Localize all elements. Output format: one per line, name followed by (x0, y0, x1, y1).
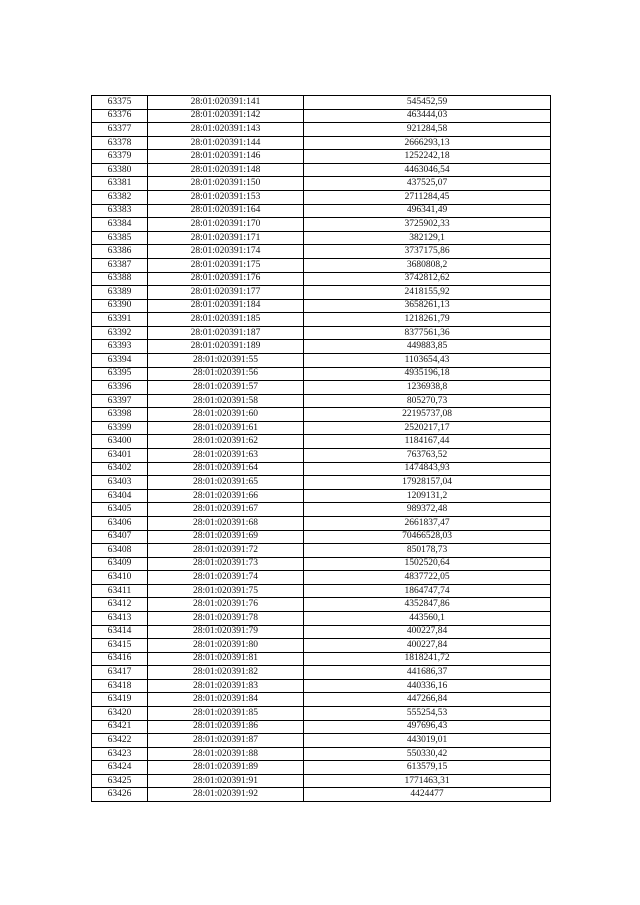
table-row (92, 584, 551, 598)
value-cell: 17928157,04 (304, 476, 551, 490)
cadastral-number-cell: 28:01:020391:64 (148, 462, 304, 476)
row-number-cell: 63423 (92, 747, 148, 761)
table-row (92, 286, 551, 300)
row-number-cell: 63404 (92, 489, 148, 503)
value-cell: 1864747,74 (304, 584, 551, 598)
row-number-cell: 63405 (92, 503, 148, 517)
table-row (92, 666, 551, 680)
table-body (92, 96, 551, 802)
cadastral-number-cell: 28:01:020391:74 (148, 571, 304, 585)
value-cell: 989372,48 (304, 503, 551, 517)
table-row (92, 476, 551, 490)
row-number-cell: 63385 (92, 231, 148, 245)
row-number-cell: 63425 (92, 774, 148, 788)
row-number-cell: 63398 (92, 408, 148, 422)
row-number-cell: 63377 (92, 123, 148, 137)
table-row (92, 774, 551, 788)
table-row (92, 598, 551, 612)
row-number-cell: 63406 (92, 516, 148, 530)
table-row (92, 367, 551, 381)
value-cell: 1818241,72 (304, 652, 551, 666)
cadastral-number-cell: 28:01:020391:83 (148, 679, 304, 693)
value-cell: 3742812,62 (304, 272, 551, 286)
row-number-cell: 63415 (92, 639, 148, 653)
table-row (92, 394, 551, 408)
table-row (92, 544, 551, 558)
value-cell: 3680808,2 (304, 258, 551, 272)
cadastral-number-cell: 28:01:020391:82 (148, 666, 304, 680)
table-row (92, 258, 551, 272)
row-number-cell: 63390 (92, 299, 148, 313)
row-number-cell: 63380 (92, 163, 148, 177)
cadastral-number-cell: 28:01:020391:58 (148, 394, 304, 408)
value-cell: 4935196,18 (304, 367, 551, 381)
table-row (92, 747, 551, 761)
cadastral-number-cell: 28:01:020391:153 (148, 191, 304, 205)
value-cell: 1209131,2 (304, 489, 551, 503)
value-cell: 3737175,86 (304, 245, 551, 259)
value-cell: 1236938,8 (304, 381, 551, 395)
row-number-cell: 63409 (92, 557, 148, 571)
table-row (92, 707, 551, 721)
value-cell: 555254,53 (304, 707, 551, 721)
cadastral-number-cell: 28:01:020391:187 (148, 326, 304, 340)
table-row (92, 177, 551, 191)
row-number-cell: 63401 (92, 449, 148, 463)
cadastral-number-cell: 28:01:020391:91 (148, 774, 304, 788)
table-row (92, 679, 551, 693)
cadastral-number-cell: 28:01:020391:68 (148, 516, 304, 530)
table-row (92, 693, 551, 707)
row-number-cell: 63376 (92, 109, 148, 123)
cadastral-value-table (91, 95, 551, 802)
table-row (92, 218, 551, 232)
row-number-cell: 63403 (92, 476, 148, 490)
row-number-cell: 63395 (92, 367, 148, 381)
row-number-cell: 63413 (92, 611, 148, 625)
value-cell: 4352847,86 (304, 598, 551, 612)
row-number-cell: 63375 (92, 96, 148, 110)
row-number-cell: 63399 (92, 421, 148, 435)
value-cell: 440336,16 (304, 679, 551, 693)
value-cell: 70466528,03 (304, 530, 551, 544)
cadastral-number-cell: 28:01:020391:84 (148, 693, 304, 707)
value-cell: 22195737,08 (304, 408, 551, 422)
cadastral-number-cell: 28:01:020391:189 (148, 340, 304, 354)
table-row (92, 231, 551, 245)
value-cell: 850178,73 (304, 544, 551, 558)
cadastral-number-cell: 28:01:020391:60 (148, 408, 304, 422)
table-row (92, 788, 551, 802)
cadastral-number-cell: 28:01:020391:63 (148, 449, 304, 463)
table-row (92, 734, 551, 748)
cadastral-number-cell: 28:01:020391:150 (148, 177, 304, 191)
row-number-cell: 63383 (92, 204, 148, 218)
value-cell: 763763,52 (304, 449, 551, 463)
cadastral-number-cell: 28:01:020391:143 (148, 123, 304, 137)
table-row (92, 557, 551, 571)
row-number-cell: 63400 (92, 435, 148, 449)
cadastral-number-cell: 28:01:020391:85 (148, 707, 304, 721)
value-cell: 449883,85 (304, 340, 551, 354)
cadastral-number-cell: 28:01:020391:171 (148, 231, 304, 245)
row-number-cell: 63396 (92, 381, 148, 395)
row-number-cell: 63381 (92, 177, 148, 191)
value-cell: 1184167,44 (304, 435, 551, 449)
value-cell: 3725902,33 (304, 218, 551, 232)
cadastral-number-cell: 28:01:020391:66 (148, 489, 304, 503)
value-cell: 463444,03 (304, 109, 551, 123)
table-row (92, 299, 551, 313)
table-row (92, 408, 551, 422)
cadastral-number-cell: 28:01:020391:67 (148, 503, 304, 517)
value-cell: 437525,07 (304, 177, 551, 191)
table-row (92, 191, 551, 205)
table-row (92, 571, 551, 585)
row-number-cell: 63394 (92, 353, 148, 367)
cadastral-number-cell: 28:01:020391:146 (148, 150, 304, 164)
cadastral-number-cell: 28:01:020391:55 (148, 353, 304, 367)
cadastral-number-cell: 28:01:020391:73 (148, 557, 304, 571)
value-cell: 496341,49 (304, 204, 551, 218)
table-row (92, 313, 551, 327)
row-number-cell: 63412 (92, 598, 148, 612)
value-cell: 441686,37 (304, 666, 551, 680)
row-number-cell: 63384 (92, 218, 148, 232)
cadastral-number-cell: 28:01:020391:174 (148, 245, 304, 259)
value-cell: 1218261,79 (304, 313, 551, 327)
row-number-cell: 63411 (92, 584, 148, 598)
row-number-cell: 63416 (92, 652, 148, 666)
row-number-cell: 63417 (92, 666, 148, 680)
value-cell: 805270,73 (304, 394, 551, 408)
table-row (92, 421, 551, 435)
value-cell: 4837722,05 (304, 571, 551, 585)
table-row (92, 326, 551, 340)
table-row (92, 150, 551, 164)
table-row (92, 245, 551, 259)
row-number-cell: 63392 (92, 326, 148, 340)
cadastral-number-cell: 28:01:020391:80 (148, 639, 304, 653)
cadastral-number-cell: 28:01:020391:142 (148, 109, 304, 123)
cadastral-number-cell: 28:01:020391:176 (148, 272, 304, 286)
table-row (92, 462, 551, 476)
value-cell: 2666293,13 (304, 136, 551, 150)
value-cell: 2520217,17 (304, 421, 551, 435)
cadastral-number-cell: 28:01:020391:144 (148, 136, 304, 150)
value-cell: 1474843,93 (304, 462, 551, 476)
table-row (92, 109, 551, 123)
value-cell: 447266,84 (304, 693, 551, 707)
cadastral-number-cell: 28:01:020391:141 (148, 96, 304, 110)
value-cell: 1502520,64 (304, 557, 551, 571)
value-cell: 1103654,43 (304, 353, 551, 367)
value-cell: 1252242,18 (304, 150, 551, 164)
cadastral-number-cell: 28:01:020391:184 (148, 299, 304, 313)
table-row (92, 272, 551, 286)
row-number-cell: 63391 (92, 313, 148, 327)
cadastral-number-cell: 28:01:020391:86 (148, 720, 304, 734)
table-row (92, 163, 551, 177)
value-cell: 443560,1 (304, 611, 551, 625)
row-number-cell: 63424 (92, 761, 148, 775)
value-cell: 4424477 (304, 788, 551, 802)
row-number-cell: 63421 (92, 720, 148, 734)
row-number-cell: 63389 (92, 286, 148, 300)
row-number-cell: 63386 (92, 245, 148, 259)
table-row (92, 720, 551, 734)
row-number-cell: 63379 (92, 150, 148, 164)
value-cell: 613579,15 (304, 761, 551, 775)
row-number-cell: 63388 (92, 272, 148, 286)
value-cell: 3658261,13 (304, 299, 551, 313)
table-row (92, 96, 551, 110)
cadastral-number-cell: 28:01:020391:65 (148, 476, 304, 490)
row-number-cell: 63426 (92, 788, 148, 802)
table-row (92, 503, 551, 517)
cadastral-number-cell: 28:01:020391:87 (148, 734, 304, 748)
cadastral-number-cell: 28:01:020391:170 (148, 218, 304, 232)
table-row (92, 639, 551, 653)
cadastral-number-cell: 28:01:020391:92 (148, 788, 304, 802)
value-cell: 2711284,45 (304, 191, 551, 205)
value-cell: 382129,1 (304, 231, 551, 245)
cadastral-number-cell: 28:01:020391:57 (148, 381, 304, 395)
row-number-cell: 63382 (92, 191, 148, 205)
value-cell: 2661837,47 (304, 516, 551, 530)
table-row (92, 204, 551, 218)
table-row (92, 652, 551, 666)
value-cell: 921284,58 (304, 123, 551, 137)
table-row (92, 435, 551, 449)
row-number-cell: 63418 (92, 679, 148, 693)
table-row (92, 136, 551, 150)
table-row (92, 449, 551, 463)
row-number-cell: 63414 (92, 625, 148, 639)
cadastral-number-cell: 28:01:020391:62 (148, 435, 304, 449)
cadastral-number-cell: 28:01:020391:89 (148, 761, 304, 775)
row-number-cell: 63408 (92, 544, 148, 558)
table-row (92, 381, 551, 395)
value-cell: 2418155,92 (304, 286, 551, 300)
cadastral-number-cell: 28:01:020391:88 (148, 747, 304, 761)
cadastral-number-cell: 28:01:020391:75 (148, 584, 304, 598)
cadastral-number-cell: 28:01:020391:79 (148, 625, 304, 639)
row-number-cell: 63422 (92, 734, 148, 748)
table-row (92, 340, 551, 354)
table-row (92, 761, 551, 775)
cadastral-number-cell: 28:01:020391:148 (148, 163, 304, 177)
table-row (92, 611, 551, 625)
row-number-cell: 63378 (92, 136, 148, 150)
value-cell: 1771463,31 (304, 774, 551, 788)
row-number-cell: 63387 (92, 258, 148, 272)
value-cell: 400227,84 (304, 625, 551, 639)
row-number-cell: 63393 (92, 340, 148, 354)
row-number-cell: 63419 (92, 693, 148, 707)
row-number-cell: 63402 (92, 462, 148, 476)
table-row (92, 489, 551, 503)
cadastral-number-cell: 28:01:020391:81 (148, 652, 304, 666)
row-number-cell: 63407 (92, 530, 148, 544)
row-number-cell: 63397 (92, 394, 148, 408)
row-number-cell: 63420 (92, 707, 148, 721)
table-row (92, 123, 551, 137)
table-row (92, 625, 551, 639)
cadastral-number-cell: 28:01:020391:61 (148, 421, 304, 435)
cadastral-number-cell: 28:01:020391:164 (148, 204, 304, 218)
value-cell: 545452,59 (304, 96, 551, 110)
cadastral-number-cell: 28:01:020391:72 (148, 544, 304, 558)
cadastral-number-cell: 28:01:020391:69 (148, 530, 304, 544)
value-cell: 8377561,36 (304, 326, 551, 340)
row-number-cell: 63410 (92, 571, 148, 585)
cadastral-number-cell: 28:01:020391:177 (148, 286, 304, 300)
value-cell: 443019,01 (304, 734, 551, 748)
cadastral-number-cell: 28:01:020391:185 (148, 313, 304, 327)
value-cell: 497696,43 (304, 720, 551, 734)
cadastral-number-cell: 28:01:020391:56 (148, 367, 304, 381)
table-row (92, 530, 551, 544)
value-cell: 550330,42 (304, 747, 551, 761)
value-cell: 4463046,54 (304, 163, 551, 177)
table-row (92, 516, 551, 530)
table-row (92, 353, 551, 367)
cadastral-number-cell: 28:01:020391:76 (148, 598, 304, 612)
cadastral-number-cell: 28:01:020391:175 (148, 258, 304, 272)
value-cell: 400227,84 (304, 639, 551, 653)
cadastral-number-cell: 28:01:020391:78 (148, 611, 304, 625)
